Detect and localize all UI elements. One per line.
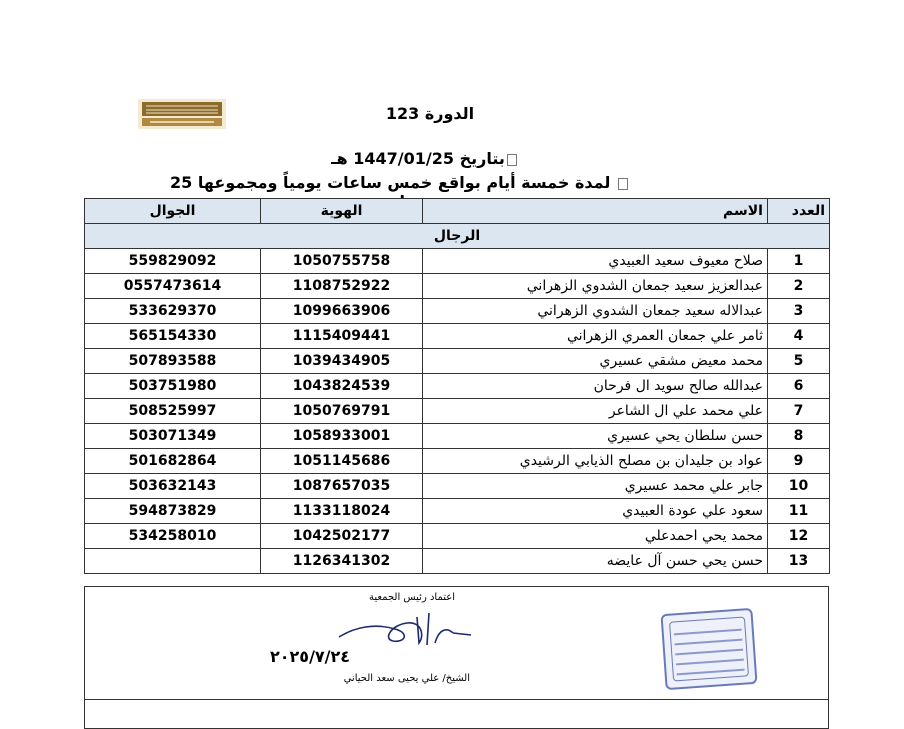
table-row: [85, 449, 830, 474]
number-cell: 10: [768, 474, 830, 499]
name-cell: سعود علي عودة العبيدي: [423, 499, 768, 524]
id-cell: 1099663906: [261, 299, 423, 324]
box-icon: [618, 178, 628, 190]
phone-cell: 503071349: [85, 424, 261, 449]
column-header-number: العدد: [768, 199, 830, 224]
signature-graphic: [335, 599, 475, 659]
official-stamp: [660, 608, 757, 690]
table-row: [85, 249, 830, 274]
number-cell: 4: [768, 324, 830, 349]
table-row: [85, 424, 830, 449]
number-cell: 8: [768, 424, 830, 449]
number-cell: 2: [768, 274, 830, 299]
column-header-phone: الجوال: [85, 199, 261, 224]
phone-cell: 507893588: [85, 349, 261, 374]
id-cell: 1050755758: [261, 249, 423, 274]
signer-name: الشيخ/ علي يحيى سعد الحياني: [343, 673, 470, 684]
phone-cell: [85, 549, 261, 574]
id-cell: 1108752922: [261, 274, 423, 299]
approval-footer: [84, 586, 829, 729]
column-header-name: الاسم: [423, 199, 768, 224]
table-row: [85, 324, 830, 349]
course-duration: لمدة خمسة أيام بواقع خمس ساعات يومياً ومجموعها 25: [150, 173, 650, 211]
phone-cell: 565154330: [85, 324, 261, 349]
name-cell: محمد يحي احمدعلي: [423, 524, 768, 549]
name-cell: ثامر علي جمعان العمري الزهراني: [423, 324, 768, 349]
phone-cell: 503751980: [85, 374, 261, 399]
phone-cell: 501682864: [85, 449, 261, 474]
section-row-men: [85, 224, 830, 249]
name-cell: جابر علي محمد عسيري: [423, 474, 768, 499]
phone-cell: 534258010: [85, 524, 261, 549]
footer-divider: [85, 699, 828, 700]
name-cell: حسن سلطان يحي عسيري: [423, 424, 768, 449]
name-cell: علي محمد علي ال الشاعر: [423, 399, 768, 424]
association-logo: [138, 99, 226, 129]
table-row: [85, 549, 830, 574]
number-cell: 1: [768, 249, 830, 274]
table-row: [85, 399, 830, 424]
table-header-row: [85, 199, 830, 224]
name-cell: صلاح معيوف سعيد العبيدي: [423, 249, 768, 274]
table-row: [85, 299, 830, 324]
number-cell: 3: [768, 299, 830, 324]
id-cell: 1050769791: [261, 399, 423, 424]
phone-cell: 0557473614: [85, 274, 261, 299]
table-row: [85, 374, 830, 399]
number-cell: 12: [768, 524, 830, 549]
id-cell: 1043824539: [261, 374, 423, 399]
phone-cell: 508525997: [85, 399, 261, 424]
attendees-table: [84, 198, 830, 574]
table-row: [85, 274, 830, 299]
id-cell: 1058933001: [261, 424, 423, 449]
id-cell: 1133118024: [261, 499, 423, 524]
phone-cell: 559829092: [85, 249, 261, 274]
id-cell: 1039434905: [261, 349, 423, 374]
box-icon: [507, 154, 517, 166]
number-cell: 13: [768, 549, 830, 574]
phone-cell: 594873829: [85, 499, 261, 524]
table-row: [85, 474, 830, 499]
phone-cell: 503632143: [85, 474, 261, 499]
number-cell: 11: [768, 499, 830, 524]
section-label: الرجال: [85, 224, 830, 249]
table-row: [85, 499, 830, 524]
table-row: [85, 349, 830, 374]
id-cell: 1115409441: [261, 324, 423, 349]
approval-date: ٢٠٢٥/٧/٢٤: [270, 647, 351, 666]
column-header-id: الهوية: [261, 199, 423, 224]
name-cell: عبدالله صالح سويد ال فرحان: [423, 374, 768, 399]
name-cell: عواد بن جليدان بن مصلح الذيابي الرشيدي: [423, 449, 768, 474]
id-cell: 1087657035: [261, 474, 423, 499]
number-cell: 6: [768, 374, 830, 399]
name-cell: محمد معيض مشقي عسيري: [423, 349, 768, 374]
number-cell: 7: [768, 399, 830, 424]
approval-label: اعتماد رئيس الجمعية: [368, 592, 455, 603]
course-title: الدورة 123: [385, 104, 475, 123]
name-cell: عبدالاله سعيد جمعان الشدوي الزهراني: [423, 299, 768, 324]
phone-cell: 533629370: [85, 299, 261, 324]
name-cell: عبدالعزيز سعيد جمعان الشدوي الزهراني: [423, 274, 768, 299]
id-cell: 1042502177: [261, 524, 423, 549]
id-cell: 1051145686: [261, 449, 423, 474]
name-cell: حسن يحي حسن آل عايضه: [423, 549, 768, 574]
id-cell: 1126341302: [261, 549, 423, 574]
number-cell: 5: [768, 349, 830, 374]
course-date: بتاريخ 1447/01/25 هـ: [300, 149, 550, 168]
number-cell: 9: [768, 449, 830, 474]
table-row: [85, 524, 830, 549]
